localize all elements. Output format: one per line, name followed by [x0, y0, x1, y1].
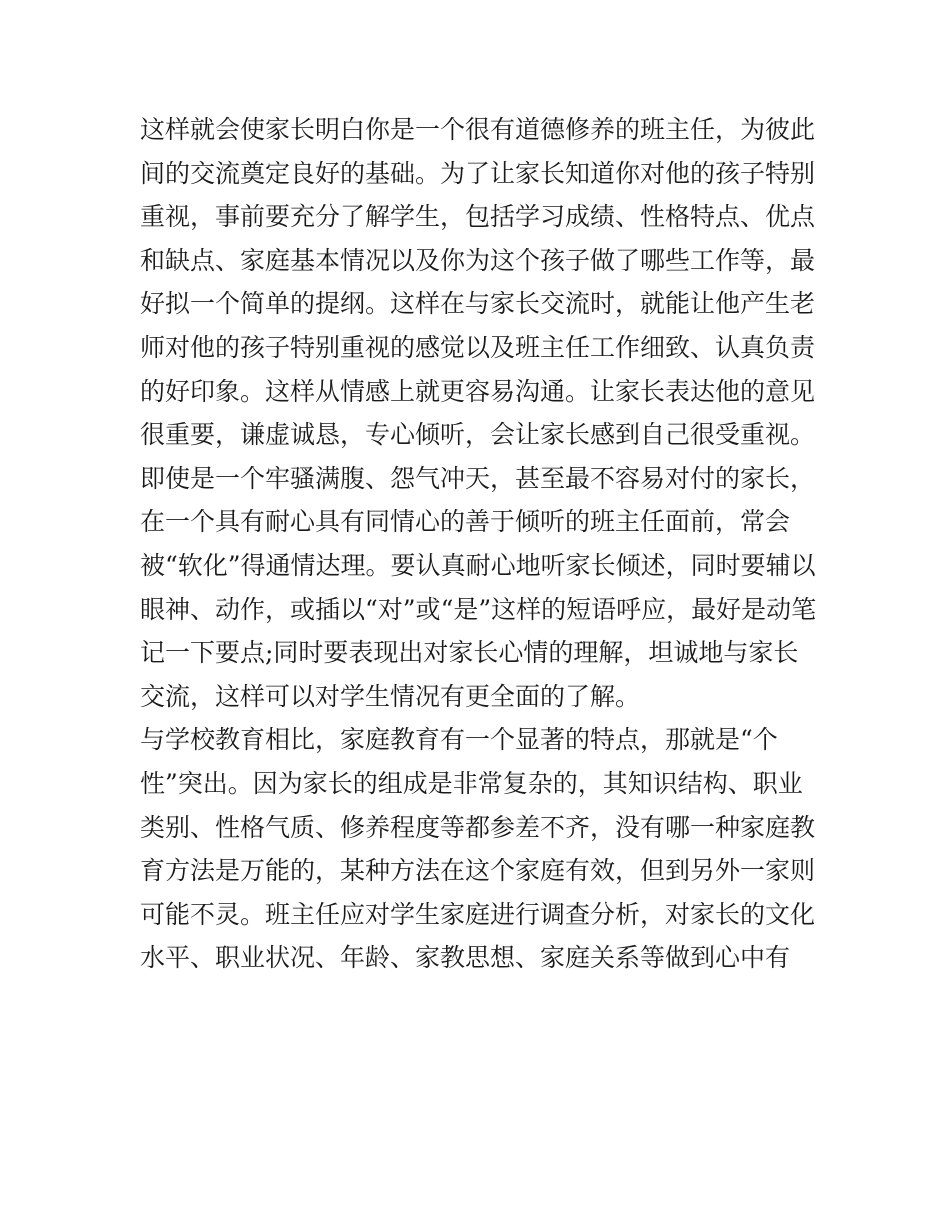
text-line-10: 在一个具有耐心具有同情心的善于倾听的班主任面前，常会 [140, 507, 791, 537]
text-line-3: 重视，事前要充分了解学生，包括学习成绩、性格特点、优点 [140, 202, 816, 232]
text-line-6: 师对他的孩子特别重视的感觉以及班主任工作细致、认真负责 [140, 332, 816, 362]
text-line-11: 被“软化”得通情达理。要认真耐心地听家长倾述，同时要辅以 [140, 550, 816, 580]
text-line-19: 可能不灵。班主任应对学生家庭进行调查分析，对家长的文化 [140, 899, 816, 929]
text-line-18: 育方法是万能的，某种方法在这个家庭有效，但到另外一家则 [140, 856, 816, 886]
text-line-7: 的好印象。这样从情感上就更容易沟通。让家长表达他的意见 [140, 376, 816, 406]
text-line-17: 类别、性格气质、修养程度等都参差不齐，没有哪一种家庭教 [140, 812, 816, 842]
text-line-8: 很重要，谦虚诚恳，专心倾听，会让家长感到自己很受重视。 [140, 420, 816, 450]
text-line-14: 交流，这样可以对学生情况有更全面的了解。 [140, 681, 641, 711]
text-line-5: 好拟一个简单的提纲。这样在与家长交流时，就能让他产生老 [140, 289, 816, 319]
document-body [140, 108, 820, 980]
text-line-2: 间的交流奠定良好的基础。为了让家长知道你对他的孩子特别 [140, 158, 816, 188]
text-line-4: 和缺点、家庭基本情况以及你为这个孩子做了哪些工作等，最 [140, 245, 816, 275]
text-line-12: 眼神、动作，或插以“对”或“是”这样的短语呼应，最好是动笔 [140, 594, 817, 624]
text-line-13: 记一下要点;同时要表现出对家长心情的理解，坦诚地与家长 [140, 638, 799, 668]
text-line-16: 性”突出。因为家长的组成是非常复杂的，其知识结构、职业 [140, 768, 803, 798]
text-line-15: 与学校教育相比，家庭教育有一个显著的特点，那就是“个 [140, 725, 778, 755]
text-line-9: 即使是一个牢骚满腹、怨气冲天，甚至最不容易对付的家长， [140, 463, 816, 493]
text-line-1: 这样就会使家长明白你是一个很有道德修养的班主任，为彼此 [140, 115, 816, 144]
text-line-20: 水平、职业状况、年龄、家教思想、家庭关系等做到心中有 [140, 943, 791, 973]
